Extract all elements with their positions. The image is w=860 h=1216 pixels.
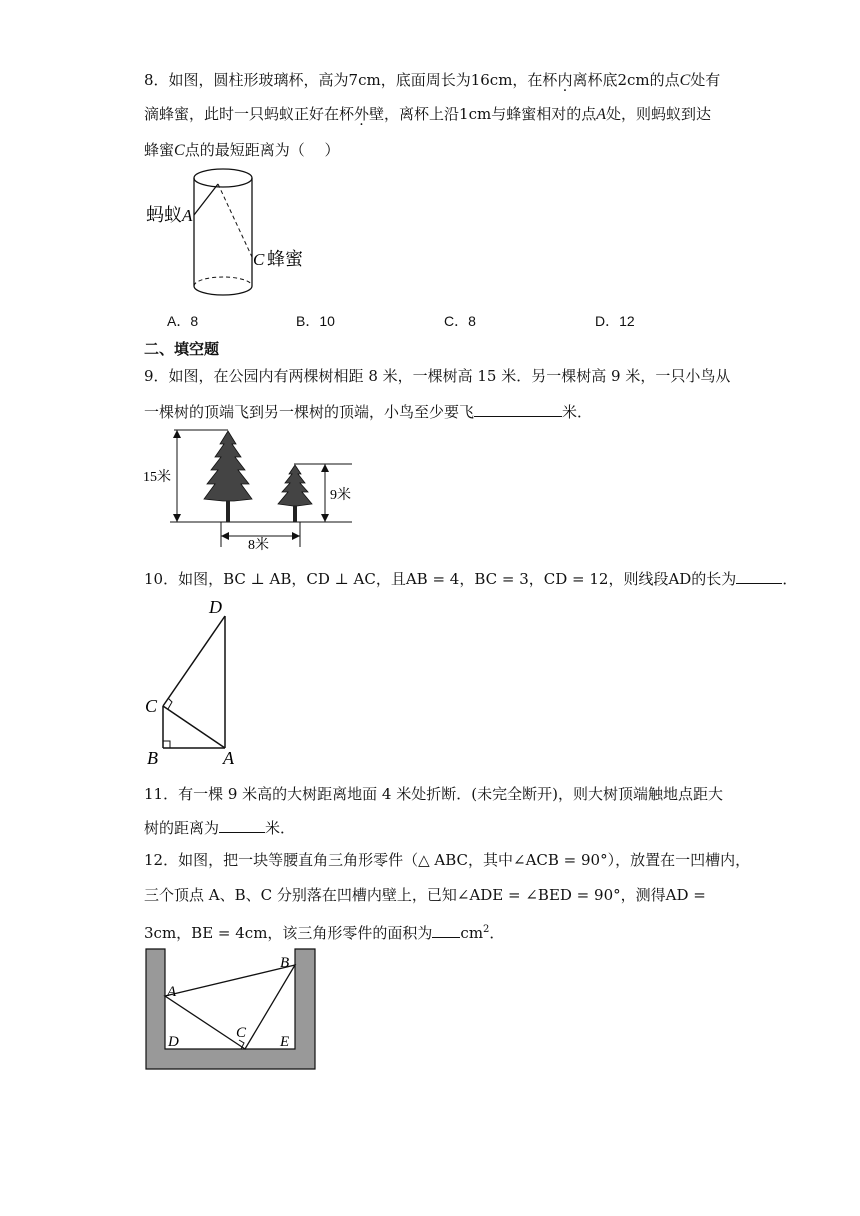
q10-text: 10．如图，BC ⊥ AB，CD ⊥ AC，且AB = 4，BC = 3，CD = 12，则线段AD的长为: [144, 570, 737, 588]
q8-text: 处有: [690, 71, 721, 89]
q12-line-1: 12．如图，把一块等腰直角三角形零件（△ ABC，其中∠ACB = 90°），放置在一凹槽内，: [144, 851, 751, 869]
point-a-label: A: [167, 984, 177, 1000]
q8-line-1: [144, 70, 720, 91]
option-c: C．8: [444, 313, 476, 329]
q9-line-1: 9．如图，在公园内有两棵树相距 8 米，一棵树高 15 米．另一棵树高 9 米，一只小鸟从: [144, 367, 731, 385]
superscript: 2: [483, 924, 490, 935]
q11-text: 树的距离为: [144, 819, 220, 837]
point-d-label: D: [209, 597, 222, 617]
point-a-label: A: [182, 206, 193, 225]
point-c-label: C: [253, 250, 265, 269]
cylinder-figure: [144, 165, 314, 300]
trees-figure: [142, 424, 362, 554]
short-tree-height-label: 9米: [330, 488, 351, 503]
q12-text: cm: [460, 924, 484, 942]
q10-text: ．: [782, 570, 798, 588]
ant-label: 蚂蚁: [146, 205, 182, 225]
point-c-label: C: [236, 1025, 247, 1041]
var-a: A: [596, 106, 606, 123]
q12-text: 3cm，BE = 4cm，该三角形零件的面积为: [144, 924, 433, 942]
q9-text: 一棵树的顶端飞到另一棵树的顶端，小鸟至少要飞: [144, 403, 475, 421]
q11-line-1: 11．有一棵 9 米高的大树距离地面 4 米处折断．(未完全断开)，则大树顶端触地点距大: [144, 785, 723, 803]
answer-blank[interactable]: [219, 817, 265, 833]
q11-text: 米．: [265, 819, 296, 837]
answer-blank[interactable]: [474, 401, 562, 417]
var-c: C: [679, 72, 691, 89]
triangle-figure: [143, 596, 253, 766]
answer-blank[interactable]: [736, 568, 782, 584]
q8-text: 蜂蜜: [144, 141, 175, 159]
point-a-label: A: [223, 748, 234, 768]
short-tree-icon: [278, 465, 312, 522]
point-e-label: E: [280, 1034, 290, 1050]
groove-figure: [145, 948, 317, 1070]
q12-line-2: 三个顶点 A、B、C 分别落在凹槽内壁上，已知∠ADE = ∠BED = 90°，测得AD =: [144, 886, 706, 904]
q8-text: 8．如图，圆柱形玻璃杯，高为7cm，底面周长为16cm，在杯: [144, 71, 558, 89]
q8-line-3: [144, 140, 339, 161]
emphasis-char: 外: [354, 105, 370, 123]
option-d: D．12: [595, 313, 635, 329]
point-b-label: B: [147, 748, 158, 768]
tall-tree-icon: [204, 431, 252, 522]
q8-text: 滴蜂蜜，此时一只蚂蚁正好在杯: [144, 105, 355, 123]
option-b: B．10: [296, 313, 335, 329]
q11-line-2: [144, 817, 295, 838]
honey-label: 蜂蜜: [267, 249, 303, 269]
emphasis-char: 内: [557, 71, 573, 89]
q8-text: 处，则蚂蚁到达: [605, 105, 711, 123]
point-c-label: C: [145, 696, 158, 716]
distance-label: 8米: [248, 538, 269, 553]
q8-text: 点的最短距离为（ ）: [184, 141, 340, 159]
q9-line-2: [144, 401, 592, 422]
q12-text: ．: [489, 924, 505, 942]
q8-text: 离杯底2cm的点: [572, 71, 680, 89]
point-d-label: D: [168, 1034, 179, 1050]
q12-line-3: [144, 920, 504, 943]
var-c: C: [174, 142, 185, 159]
tall-tree-height-label: 15米: [143, 470, 171, 485]
answer-blank[interactable]: [432, 922, 460, 938]
q10-line: [144, 568, 797, 589]
point-b-label: B: [280, 955, 290, 971]
q9-text: 米．: [562, 403, 593, 421]
section-title: 二、填空题: [144, 340, 220, 358]
q8-line-2: [144, 104, 711, 125]
option-a: A．8: [167, 313, 199, 329]
q8-text: 壁，离杯上沿1cm与蜂蜜相对的点: [369, 105, 597, 123]
